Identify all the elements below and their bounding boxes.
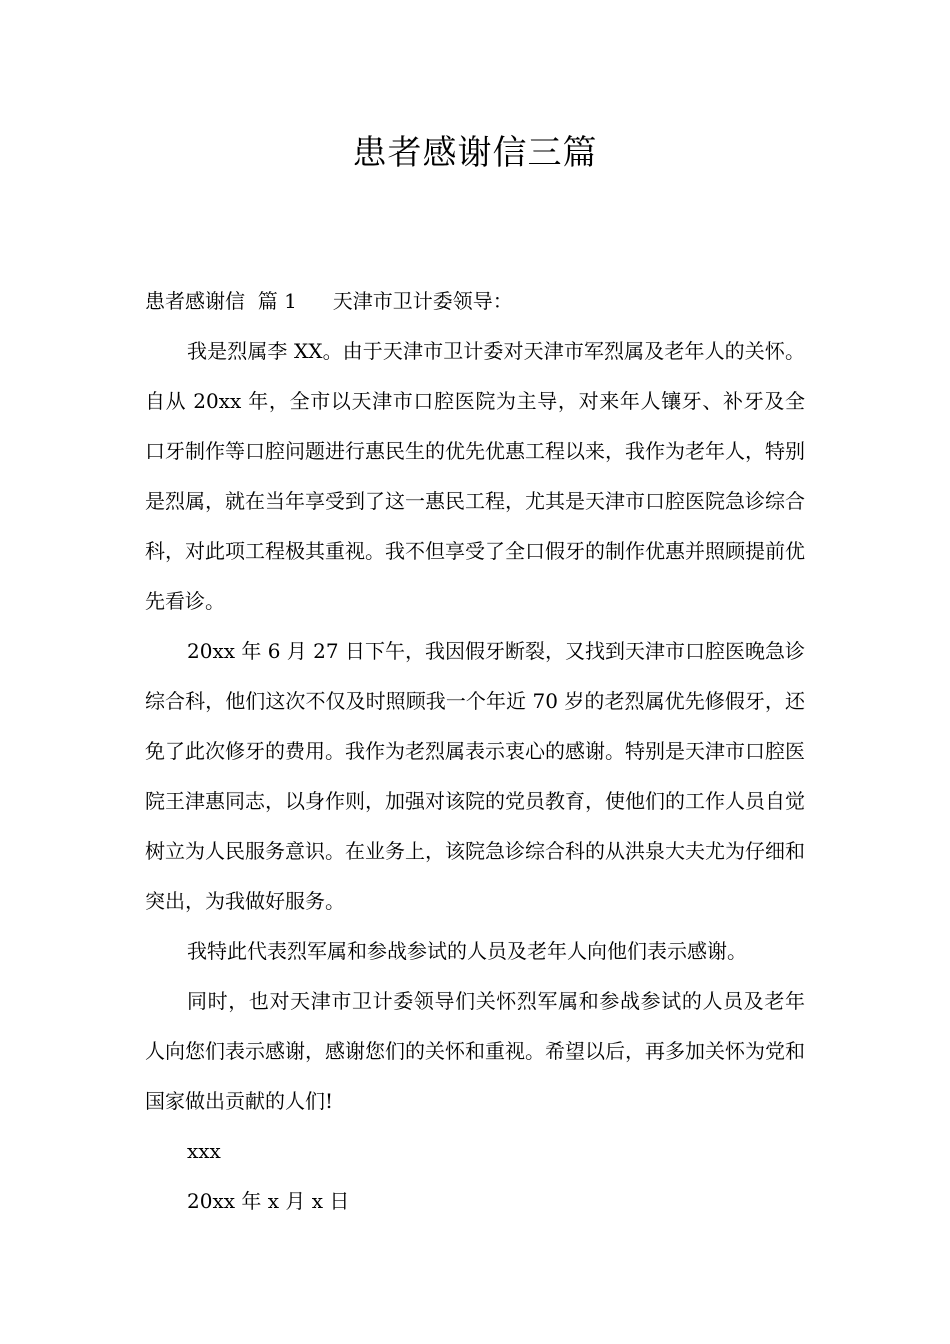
salutation: 天津市卫计委领导： [332, 289, 513, 313]
signature: xxx [187, 1139, 221, 1163]
letter-date: 20xx 年 x 月 x 日 [187, 1189, 350, 1213]
paragraph-4: 同时，也对天津市卫计委领导们关怀烈军属和参战参试的人员及老年人向您们表示感谢，感谢您们的关怀和重视。希望以后，再多加关怀为党和国家做出贡献的人们! [145, 989, 805, 1113]
paragraph-3: 我特此代表烈军属和参战参试的人员及老年人向他们表示感谢。 [187, 939, 747, 963]
section-label: 患者感谢信 篇 1 [145, 289, 297, 313]
document-title: 患者感谢信三篇 [352, 133, 598, 173]
paragraph-2: 20xx 年 6 月 27 日下午，我因假牙断裂，又找到天津市口腔医晚急诊综合科，他们这次不仅及时照顾我一个年近 70 岁的老烈属优先修假牙，还免了此次修牙的费用。我作为老烈属表示衷心的感谢。特别是天津市口腔医院王津惠同志，以身作则，加强对该院的党员教育，使他们的工作人员自觉树立为人民服务意识。在业务上，该院急诊综合科的从洪泉大夫尤为仔细和突出，为我做好服务。 [145, 639, 805, 913]
letter-body [145, 276, 805, 1226]
paragraph-1: 我是烈属李 XX。由于天津市卫计委对天津市军烈属及老年人的关怀。自从 20xx 年，全市以天津市口腔医院为主导，对来年人镶牙、补牙及全口牙制作等口腔问题进行惠民生的优先优惠工程以来，我作为老年人，特别是烈属，就在当年享受到了这一惠民工程，尤其是天津市口腔医院急诊综合科，对此项工程极其重视。我不但享受了全口假牙的制作优惠并照顾提前优先看诊。 [145, 339, 805, 613]
letter-heading-line [145, 276, 805, 326]
